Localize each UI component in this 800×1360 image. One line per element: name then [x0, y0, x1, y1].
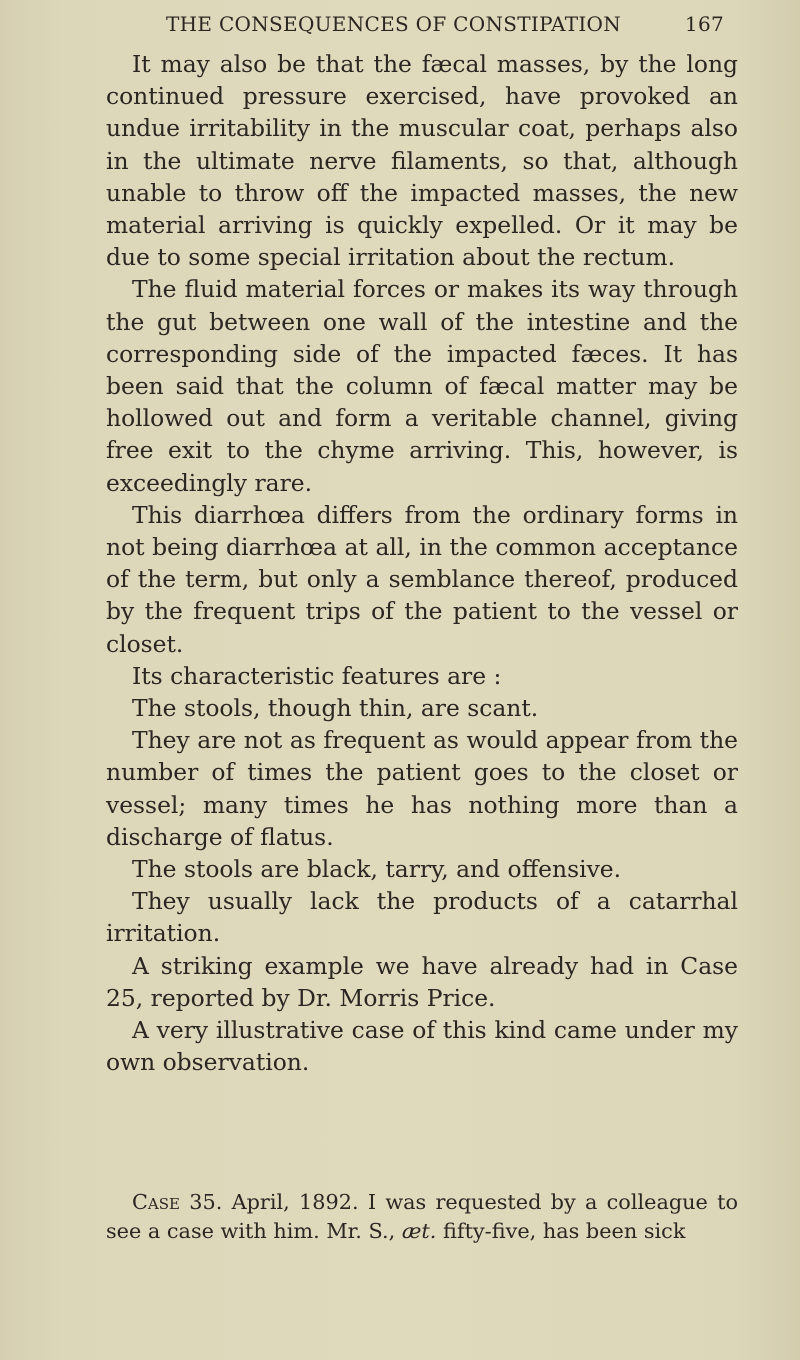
running-header [166, 12, 726, 42]
case-report [106, 1188, 738, 1246]
case-text-end: fifty-five, has been sick [436, 1219, 686, 1243]
case-label: Case 35. [132, 1190, 223, 1214]
running-head-title: THE CONSEQUENCES OF CONSTIPATION [166, 12, 622, 36]
body-text [106, 48, 738, 1079]
paragraph: It may also be that the fæcal masses, by the long continued pressure exercised, have provoked an undue irritability in the muscular coat, perhaps also in the ultimate nerve filaments, so that, although unable to throw off the impacted masses, the new material arriving is quickly expelled. Or it may be due to some special irritation about the rectum. [106, 50, 738, 272]
paragraph: The stools, though thin, are scant. [132, 694, 539, 723]
paragraph: The fluid material forces or makes its way through the gut between one wall of the intestine and the corresponding side of the impacted fæces. It has been said that the column of fæcal matter may be hollowed out and form a veritable channel, giving free exit to the chyme arriving. This, however, is exceedingly rare. [106, 275, 738, 497]
paragraph: The stools are black, tarry, and offensive. [132, 855, 622, 884]
paragraph: A striking example we have already had in Case 25, reported by Dr. Morris Price. [106, 951, 738, 1012]
paragraph: This diarrhœa differs from the ordinary forms in not being diarrhœa at all, in the common acceptance of the term, but only a semblance thereof, produced by the frequent trips of the patient to the vessel or closet. [106, 500, 738, 658]
case-text: April, 1892. I was requested by a colleague to see a case with him. Mr. S., [106, 1190, 739, 1243]
paragraph: Its characteristic features are : [132, 661, 502, 690]
paragraph: A very illustrative case of this kind came under my own observation. [106, 1016, 738, 1077]
page-number: 167 [684, 12, 724, 36]
case-paragraph [106, 1188, 738, 1246]
case-italic: æt. [401, 1219, 437, 1243]
paragraph: They are not as frequent as would appear from the number of times the patient goes to the closet or vessel; many times he has nothing more than a discharge of flatus. [106, 726, 738, 851]
paragraph: They usually lack the products of a catarrhal irritation. [106, 887, 738, 948]
